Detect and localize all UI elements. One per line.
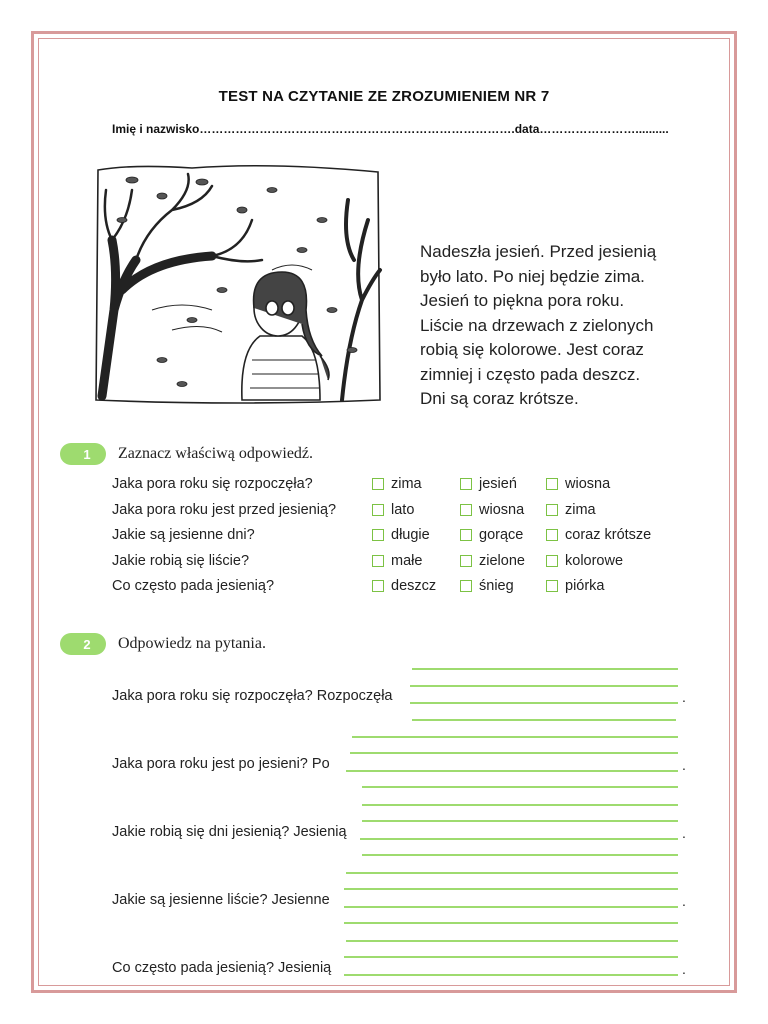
- answer-line[interactable]: [410, 702, 678, 704]
- checkbox[interactable]: [372, 580, 384, 592]
- checkbox[interactable]: [546, 580, 558, 592]
- story-text: [420, 240, 656, 412]
- checkbox[interactable]: [546, 504, 558, 516]
- answer-question: Jakie są jesienne liście? Jesienne: [112, 892, 330, 908]
- answer-period: .: [682, 961, 686, 977]
- choice-option[interactable]: coraz krótsze: [546, 527, 651, 543]
- answer-line[interactable]: [346, 770, 678, 772]
- answer-period: .: [682, 893, 686, 909]
- answer-line[interactable]: [412, 668, 678, 670]
- answer-period: .: [682, 825, 686, 841]
- choice-option[interactable]: kolorowe: [546, 553, 623, 569]
- choice-question: Jaka pora roku się rozpoczęła?: [112, 476, 313, 492]
- choice-option[interactable]: małe: [372, 553, 422, 569]
- answer-line[interactable]: [362, 786, 678, 788]
- checkbox[interactable]: [460, 580, 472, 592]
- choice-question: Co często pada jesienią?: [112, 578, 275, 594]
- answer-line[interactable]: [344, 888, 678, 890]
- checkbox[interactable]: [460, 478, 472, 490]
- choice-option[interactable]: lato: [372, 502, 414, 518]
- answer-line[interactable]: [344, 922, 678, 924]
- section-heading-text: Zaznacz właściwą odpowiedź.: [118, 445, 314, 462]
- answer-line[interactable]: [344, 906, 678, 908]
- answer-period: .: [682, 757, 686, 773]
- choice-question: Jakie robią się liście?: [112, 552, 250, 569]
- choice-option[interactable]: wiosna: [460, 502, 524, 518]
- choice-option[interactable]: długie: [372, 527, 430, 543]
- story-line: było lato. Po niej będzie zima.: [420, 266, 645, 286]
- checkbox[interactable]: [460, 555, 472, 567]
- checkbox[interactable]: [546, 555, 558, 567]
- answer-question: Jakie robią się dni jesienią? Jesienią: [112, 824, 347, 840]
- choice-option[interactable]: zielone: [460, 553, 525, 569]
- answer-line[interactable]: [362, 854, 678, 856]
- answer-question: Jaka pora roku jest po jesieni? Po: [112, 756, 330, 772]
- checkbox[interactable]: [372, 529, 384, 541]
- checkbox[interactable]: [460, 529, 472, 541]
- story-line: Jesień to piękna pora roku.: [420, 291, 625, 310]
- answer-line[interactable]: [362, 804, 678, 806]
- story-line: zimniej i często pada deszcz.: [420, 364, 641, 384]
- section-number-badge: 1: [60, 443, 106, 465]
- section-number-badge: 2: [60, 633, 106, 655]
- story-line: Liście na drzewach z zielonych: [420, 315, 654, 335]
- checkbox[interactable]: [372, 555, 384, 567]
- choice-option[interactable]: zima: [372, 476, 422, 492]
- section-2-heading: [60, 633, 266, 655]
- answer-line[interactable]: [360, 838, 678, 840]
- checkbox[interactable]: [546, 478, 558, 490]
- answer-question: Co często pada jesienią? Jesienią: [112, 960, 332, 976]
- choice-option[interactable]: jesień: [460, 476, 517, 492]
- choice-question: Jakie są jesienne dni?: [112, 527, 255, 543]
- answer-line[interactable]: [346, 940, 678, 942]
- worksheet-title: TEST NA CZYTANIE ZE ZROZUMIENIEM NR 7: [218, 88, 550, 105]
- choice-option[interactable]: śnieg: [460, 578, 514, 594]
- answer-line[interactable]: [412, 719, 676, 721]
- checkbox[interactable]: [372, 478, 384, 490]
- choice-option[interactable]: gorące: [460, 527, 523, 543]
- choice-option[interactable]: wiosna: [546, 476, 610, 492]
- answer-question: Jaka pora roku się rozpoczęła? Rozpoczęła: [112, 688, 393, 704]
- name-date-field[interactable]: Imię i nazwisko…………………………………………………………………….data……………………..........: [112, 122, 669, 136]
- answer-line[interactable]: [350, 752, 678, 754]
- choice-option[interactable]: zima: [546, 502, 596, 518]
- choice-option[interactable]: deszcz: [372, 578, 436, 594]
- checkbox[interactable]: [460, 504, 472, 516]
- answer-line[interactable]: [346, 872, 678, 874]
- answer-line[interactable]: [352, 736, 678, 738]
- autumn-girl-illustration: [92, 160, 384, 408]
- story-line: Nadeszła jesień. Przed jesienią: [420, 242, 657, 261]
- choice-question: Jaka pora roku jest przed jesienią?: [112, 501, 337, 518]
- answer-line[interactable]: [362, 820, 678, 822]
- answer-line[interactable]: [344, 974, 678, 976]
- answer-line[interactable]: [410, 685, 678, 687]
- answer-period: .: [682, 689, 686, 705]
- checkbox[interactable]: [372, 504, 384, 516]
- section-heading-text: Odpowiedz na pytania.: [118, 635, 266, 652]
- section-1-heading: [60, 443, 313, 465]
- checkbox[interactable]: [546, 529, 558, 541]
- story-line: Dni są coraz krótsze.: [420, 389, 579, 408]
- answer-line[interactable]: [344, 956, 678, 958]
- choice-option[interactable]: piórka: [546, 578, 605, 594]
- story-line: robią się kolorowe. Jest coraz: [420, 340, 644, 359]
